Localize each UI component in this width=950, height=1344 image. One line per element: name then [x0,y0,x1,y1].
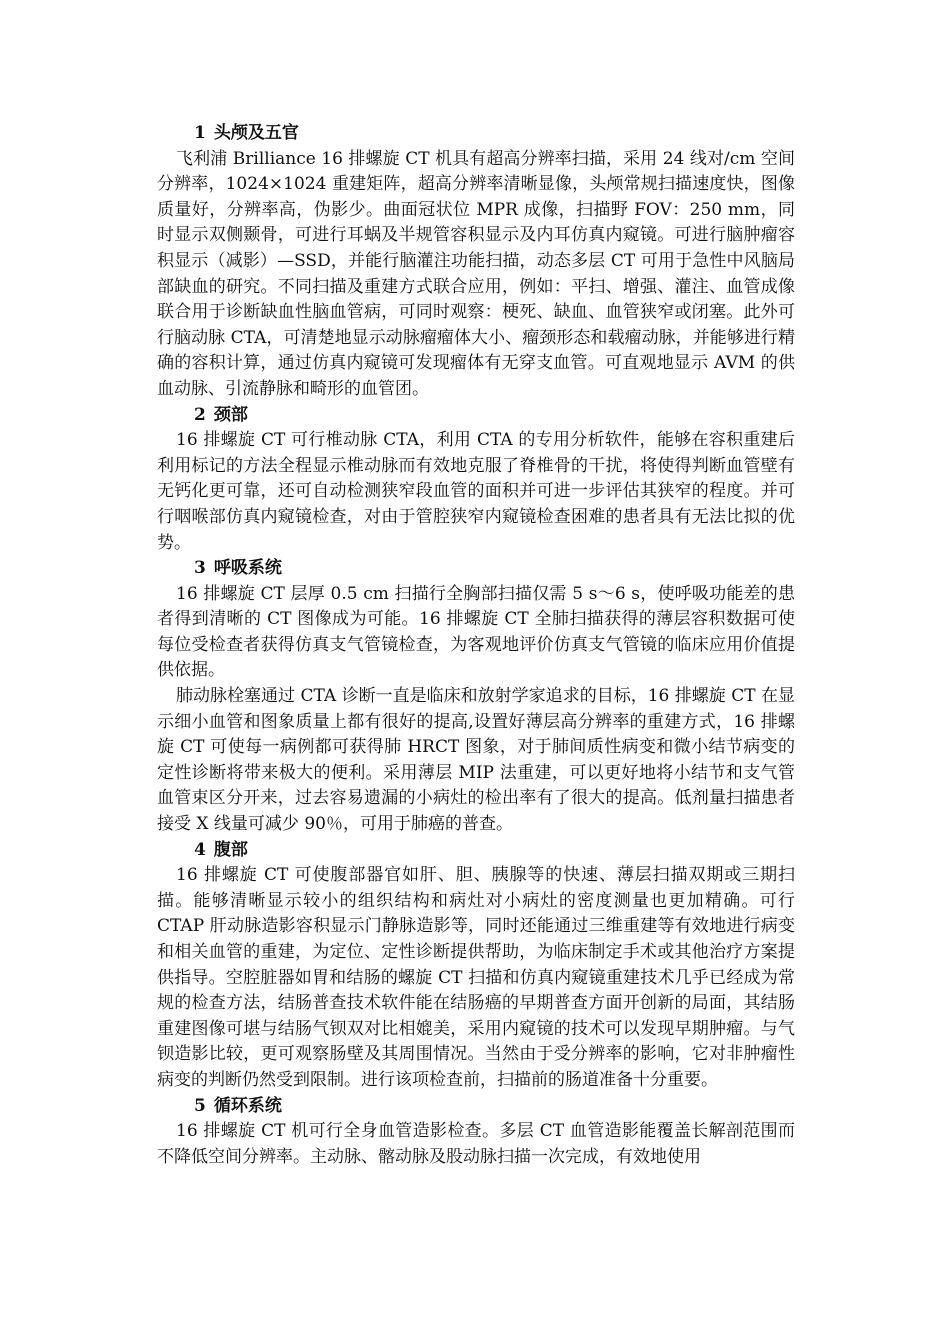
document-body [157,121,795,1170]
section-title: 腹部 [213,839,248,860]
section-number: 1 [194,123,206,143]
section-number: 2 [194,404,206,425]
section-title: 循环系统 [213,1095,282,1116]
section-number: 4 [194,839,206,860]
paragraph: 16 排螺旋 CT 可行椎动脉 CTA，利用 CTA 的专用分析软件，能够在容积重建后利用标记的方法全程显示椎动脉而有效地克服了脊椎骨的干扰，将使得判断血管壁有无钙化更可靠，还可自动检测狭窄段血管的面积并可进一步评估其狭窄的程度。并可行咽喉部仿真内窥镜检查，对由于管腔狭窄内窥镜检查困难的患者具有无法比拟的优势。 [157,430,795,553]
paragraph: 16 排螺旋 CT 可使腹部器官如肝、胆、胰腺等的快速、薄层扫描双期或三期扫描。能够清晰显示较小的组织结构和病灶对小病灶的密度测量也更加精确。可行 CTAP 肝动脉造影容积显示门静脉造影等，同时还能通过三维重建等有效地进行病变和相关血管的重建，为定位、定性诊断提供帮助，为临床制定手术或其他治疗方案提供指导。空腔脏器如胃和结肠的螺旋 CT 扫描和仿真内窥镜重建技术几乎已经成为常规的检查方法，结肠普查技术软件能在结肠癌的早期普查方面开创新的局面，其结肠重建图像可堪与结肠气钡双对比相媲美，采用内窥镜的技术可以发现早期肿瘤。与气钡造影比较，更可观察肠壁及其周围情况。当然由于受分辨率的影响，它对非肿瘤性病变的判断仍然受到限制。进行该项检查前，扫描前的肠道准备十分重要。 [157,865,795,1090]
section-number: 5 [194,1095,206,1116]
section-title: 颈部 [213,404,248,425]
section-heading [157,556,795,582]
section-neck [157,403,795,557]
section-title: 头颅及五官 [213,123,299,143]
section-heading [157,403,795,429]
section-head-facial [157,121,795,403]
paragraph: 飞利浦 Brilliance 16 排螺旋 CT 机具有超高分辨率扫描，采用 24 线对/cm 空间分辨率，1024×1024 重建矩阵，超高分辨率清晰显像，头颅常规扫描速度快，图像质量好，分辨率高，伪影少。曲面冠状位 MPR 成像，扫描野 FOV：250 mm，同时显示双侧颞骨，可进行耳蜗及半规管容积显示及内耳仿真内窥镜。可进行脑肿瘤容积显示（减影）—SSD，并能行脑灌注功能扫描，动态多层 CT 可用于急性中风脑局部缺血的研究。不同扫描及重建方式联合应用，例如：平扫、增强、灌注、血管成像联合用于诊断缺血性脑血管病，可同时观察：梗死、缺血、血管狭窄或闭塞。此外可行脑动脉 CTA，可清楚地显示动脉瘤瘤体大小、瘤颈形态和载瘤动脉，并能够进行精确的容积计算，通过仿真内窥镜可发现瘤体有无穿支血管。可直观地显示 AVM 的供血动脉、引流静脉和畸形的血管团。 [157,148,795,399]
paragraph: 16 排螺旋 CT 层厚 0.5 cm 扫描行全胸部扫描仅需 5 s～6 s，使呼吸功能差的患者得到清晰的 CT 图像成为可能。16 排螺旋 CT 全肺扫描获得的薄层容积数据可使每位受检查者获得仿真支气管镜检查，为客观地评价仿真支气管镜的临床应用价值提供依据。 [157,583,795,681]
paragraph: 肺动脉栓塞通过 CTA 诊断一直是临床和放射学家追求的目标，16 排螺旋 CT 在显示细小血管和图象质量上都有很好的提高,设置好薄层高分辨率的重建方式，16 排螺旋 CT 可使每一病例都可获得肺 HRCT 图象，对于肺间质性病变和微小结节病变的定性诊断将带来极大的便利。采用薄层 MIP 法重建，可以更好地将小结节和支气管血管束区分开来，过去容易遗漏的小病灶的检出率有了很大的提高。低剂量扫描患者接受 X 线量可减少 90％，可用于肺癌的普查。 [157,686,795,835]
paragraph: 16 排螺旋 CT 机可行全身血管造影检查。多层 CT 血管造影能覆盖长解剖范围而不降低空间分辨率。主动脉、髂动脉及股动脉扫描一次完成，有效地使用 [157,1121,795,1167]
section-abdomen [157,838,795,1094]
section-heading [157,121,795,147]
section-title: 呼吸系统 [213,558,282,579]
section-heading [157,1094,795,1120]
section-respiratory [157,556,795,838]
section-circulatory [157,1094,795,1171]
section-number: 3 [194,558,206,579]
section-heading [157,838,795,864]
